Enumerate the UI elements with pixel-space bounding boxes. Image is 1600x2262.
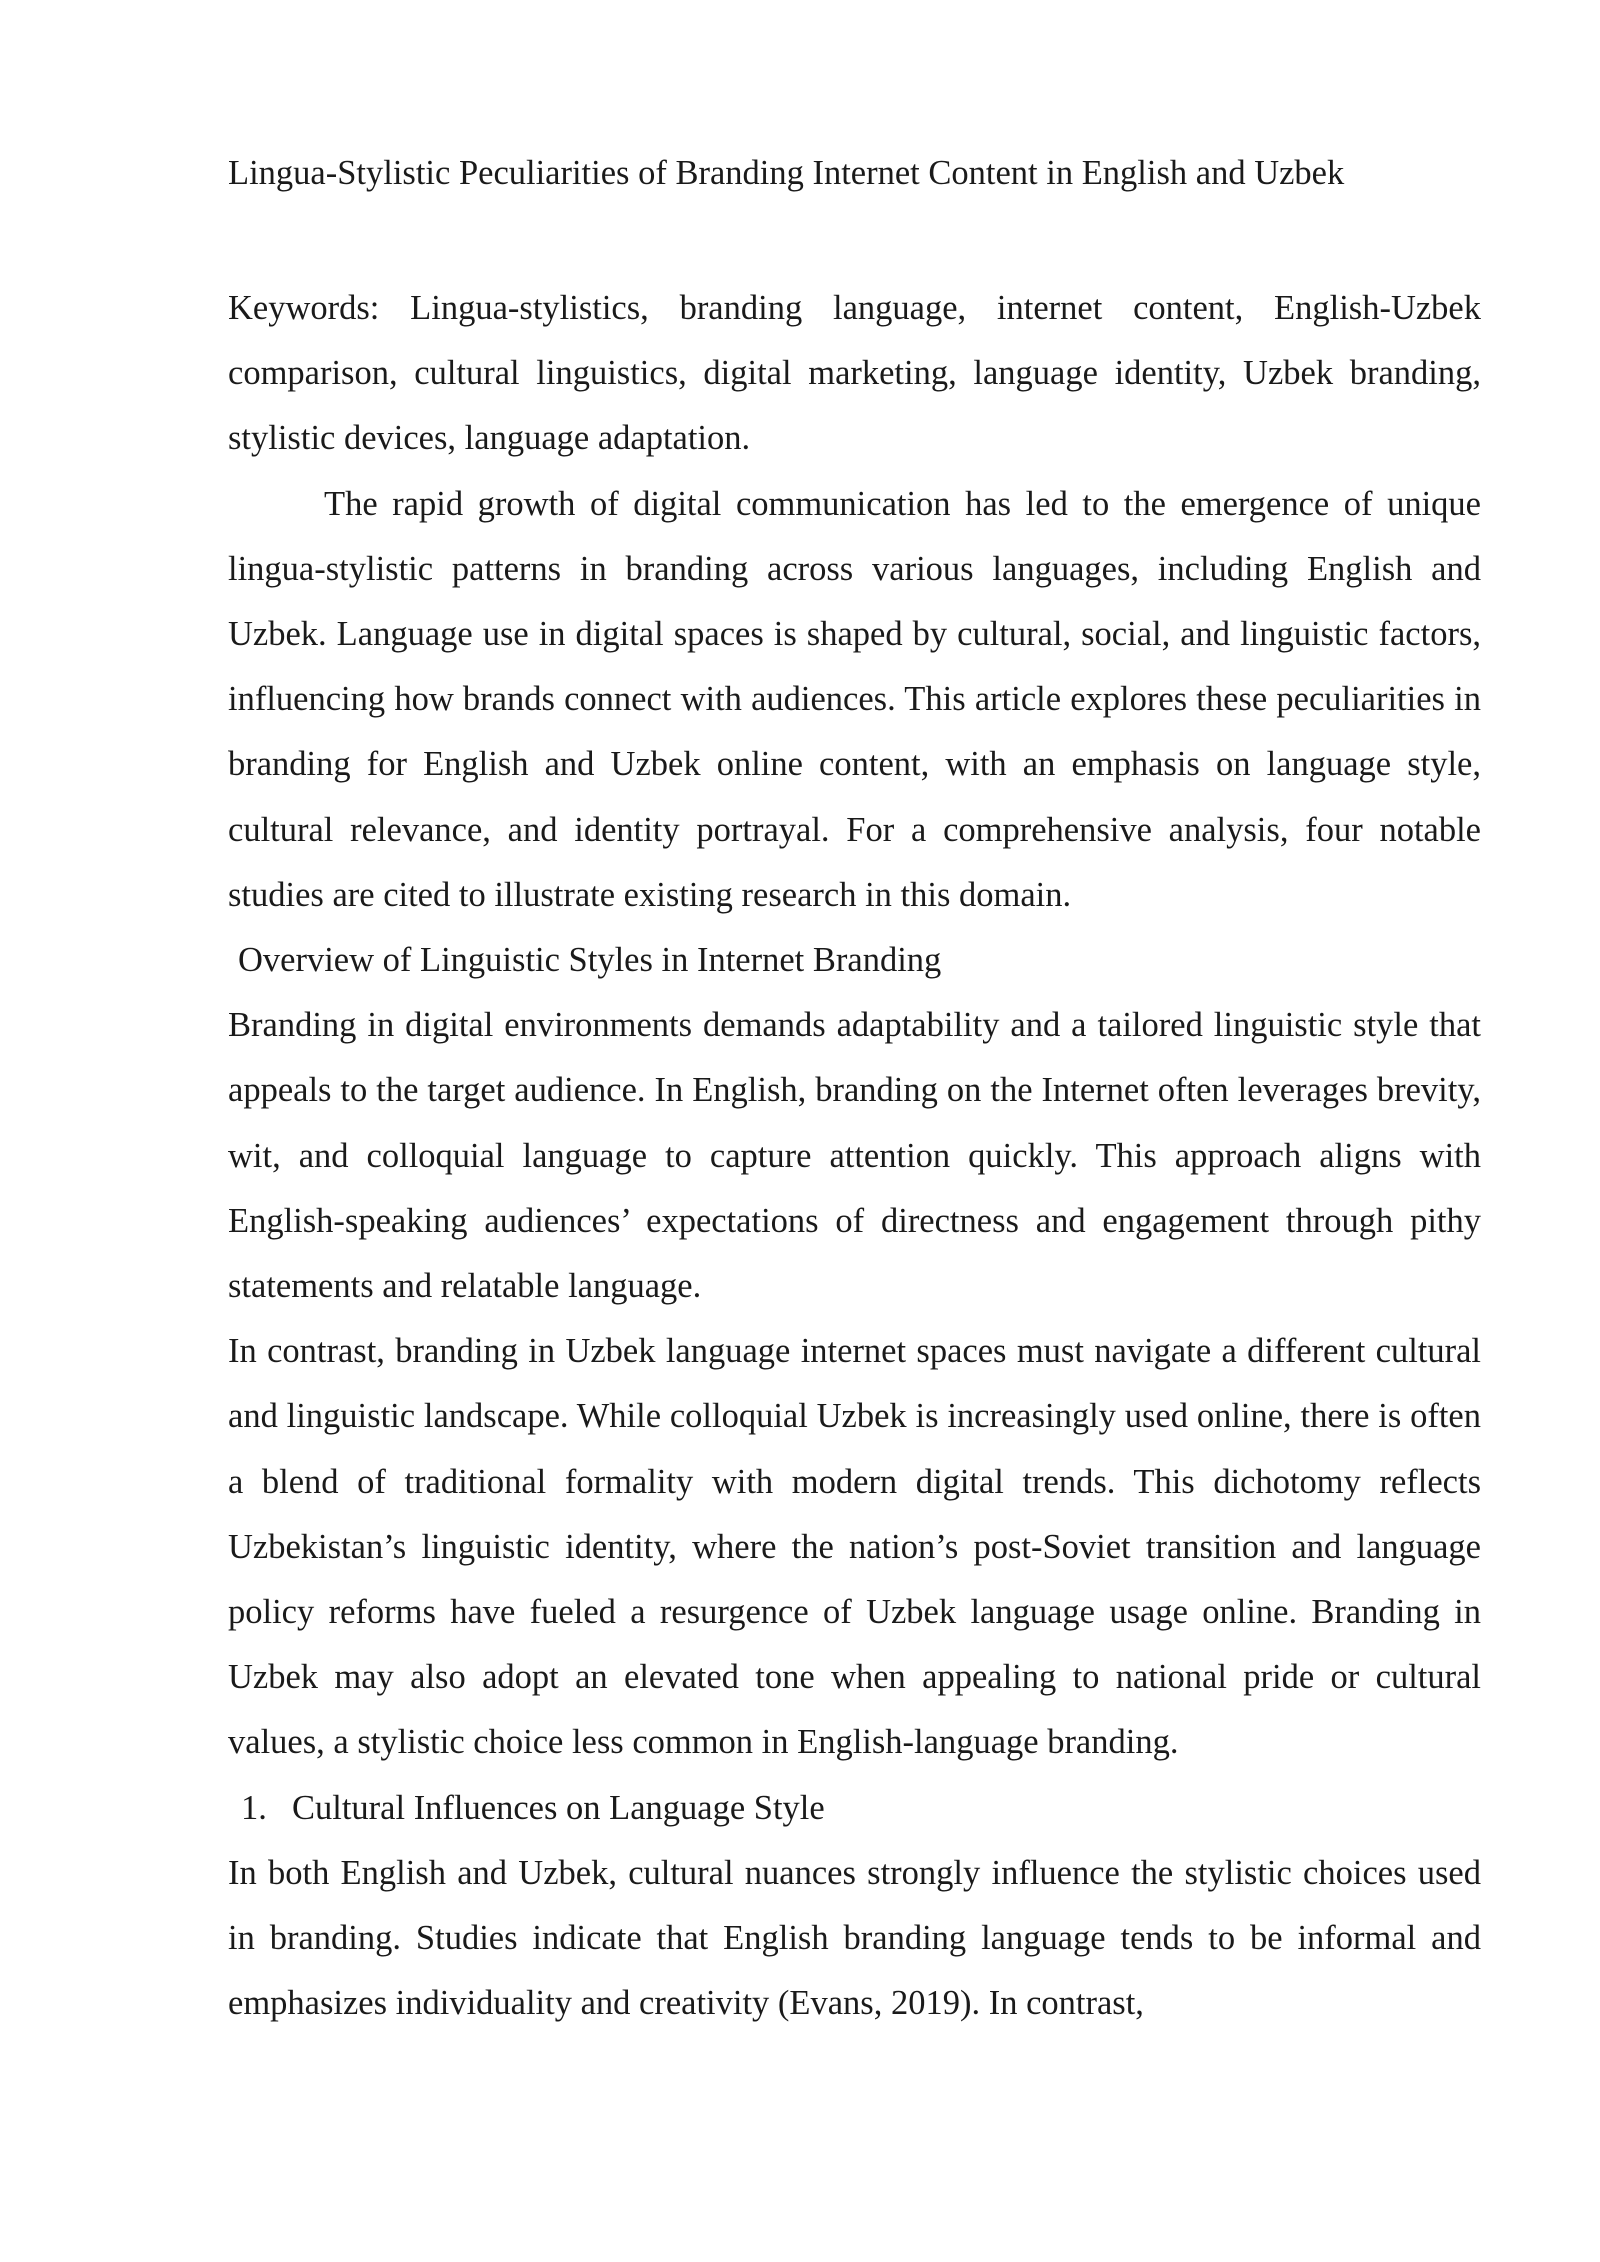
cultural-paragraph: In both English and Uzbek, cultural nuances strongly influence the stylistic choices used in branding. Studies indicate that English branding language tends to be informal and emphasizes individuality and creativity (Evans, 2019). In contrast,: [228, 1853, 1481, 2023]
list-item-heading: Cultural Influences on Language Style: [292, 1788, 825, 1827]
keywords-paragraph: Keywords: Lingua-stylistics, branding language, internet content, English-Uzbek comparison, cultural linguistics, digital marketing, language identity, Uzbek branding, stylistic devices, language adaptation.: [228, 289, 1481, 458]
list-item-cultural-influences: [228, 1776, 1481, 1841]
overview-paragraph-1: Branding in digital environments demands adaptability and a tailored linguistic style that appeals to the target audience. In English, branding on the Internet often leverages brevity, wit, and colloquial language to capture attention quickly. This approach aligns with English-speaking audiences’ expectations of directness and engagement through pithy statements and relatable language.: [228, 1006, 1481, 1306]
overview-paragraph-2: In contrast, branding in Uzbek language internet spaces must navigate a different cultural and linguistic landscape. While colloquial Uzbek is increasingly used online, there is often a blend of traditional formality with modern digital trends. This dichotomy reflects Uzbekistan’s linguistic identity, where the nation’s post-Soviet transition and language policy reforms have fueled a resurgence of Uzbek language usage online. Branding in Uzbek may also adopt an elevated tone when appealing to national pride or cultural values, a stylistic choice less common in English-language branding.: [228, 1332, 1481, 1762]
intro-paragraph: The rapid growth of digital communication has led to the emergence of unique lingua-stylistic patterns in branding across various languages, including English and Uzbek. Language use in digital spaces is shaped by cultural, social, and linguistic factors, influencing how brands connect with audiences. This article explores these peculiarities in branding for English and Uzbek online content, with an emphasis on language style, cultural relevance, and identity portrayal. For a comprehensive analysis, four notable studies are cited to illustrate existing research in this domain.: [228, 484, 1481, 914]
document-title: Lingua-Stylistic Peculiarities of Branding Internet Content in English and Uzbek: [228, 154, 1345, 192]
document-body: [228, 276, 1481, 2036]
section-heading-overview: Overview of Linguistic Styles in Internet Branding: [238, 941, 942, 980]
list-item-number: 1.: [241, 1788, 267, 1827]
